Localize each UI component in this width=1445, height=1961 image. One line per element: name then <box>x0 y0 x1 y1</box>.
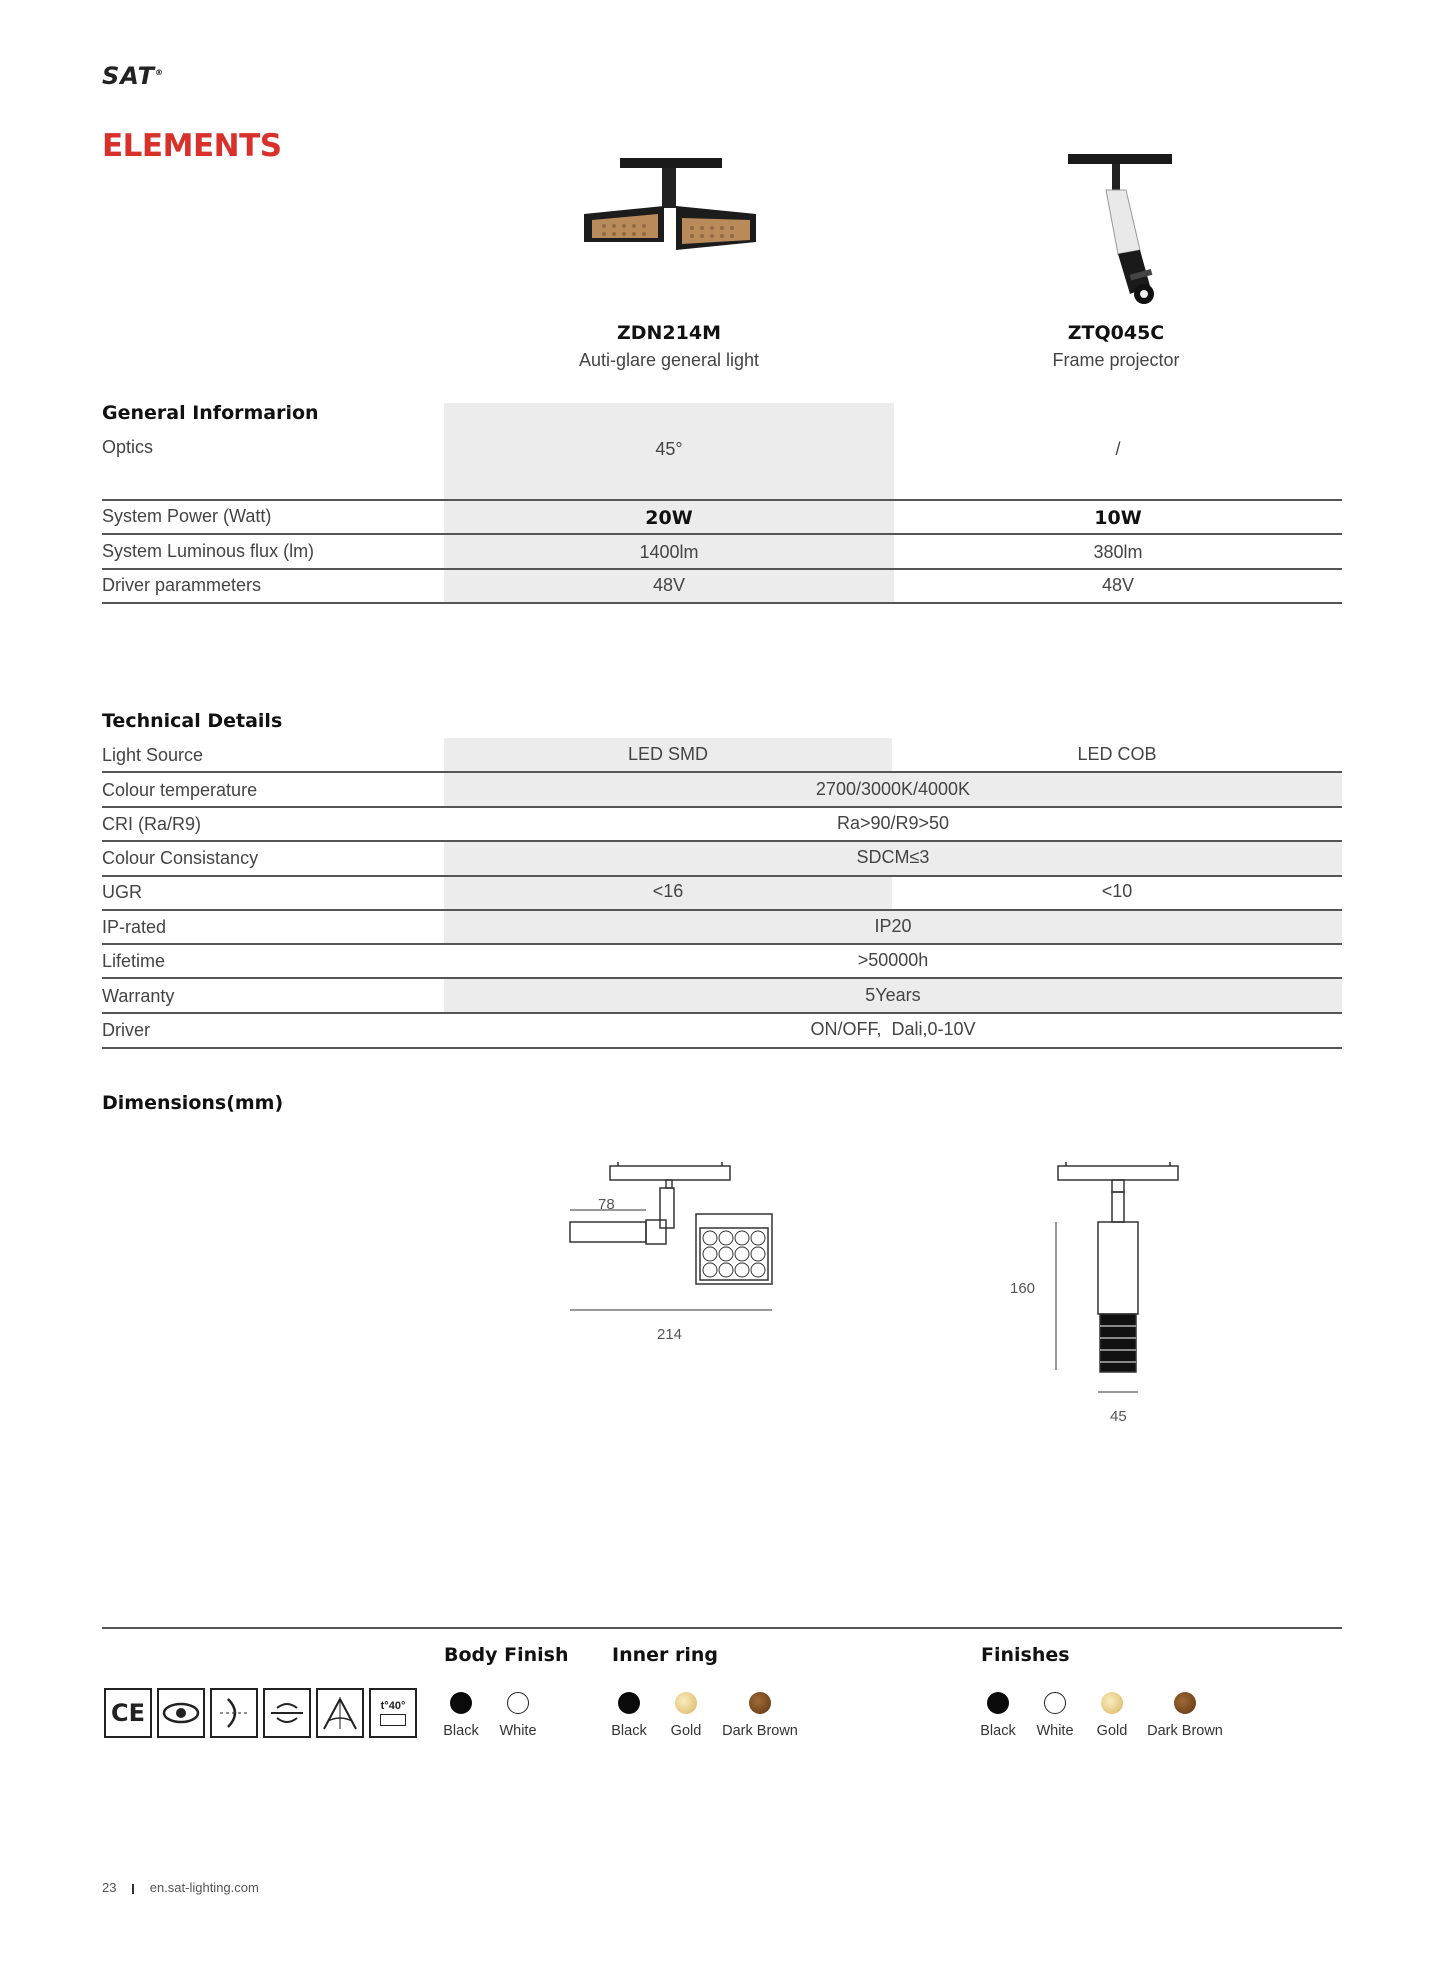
row-label-driver-params: Driver parammeters <box>102 575 262 595</box>
divider <box>102 875 1342 877</box>
swatch-fill <box>675 1692 697 1714</box>
row-label-cri: CRI (Ra/R9) <box>102 814 202 834</box>
swatch-fill <box>1174 1692 1196 1714</box>
brand-logo: SAT® <box>102 62 164 90</box>
finishes-title: Finishes <box>981 1644 1070 1666</box>
rotation-icon <box>263 1688 311 1738</box>
cell-light-source-ztq045c: LED COB <box>1077 744 1157 764</box>
cell-flux-zdn214m: 1400lm <box>639 542 699 562</box>
divider <box>102 533 1342 535</box>
swatch-white[interactable] <box>1044 1692 1066 1714</box>
body-finish-title: Body Finish <box>444 1644 569 1666</box>
cell-driver-params-ztq045c: 48V <box>1101 575 1135 595</box>
swatch-black[interactable] <box>987 1692 1009 1714</box>
row-label-ugr: UGR <box>102 882 142 902</box>
divider <box>102 840 1342 842</box>
swatch-black[interactable] <box>450 1692 472 1714</box>
divider <box>102 1047 1342 1049</box>
divider <box>102 602 1342 604</box>
product-code-ztq045c: ZTQ045C <box>1067 322 1165 344</box>
product-desc-zdn214m: Auti-glare general light <box>578 350 760 370</box>
general-info-title: General Informarion <box>102 402 319 424</box>
row-label-optics: Optics <box>102 437 154 457</box>
swatch-label: Dark Brown <box>1147 1723 1223 1739</box>
ce-mark-icon: CE <box>104 1688 152 1738</box>
dimensions-title: Dimensions(mm) <box>102 1092 284 1114</box>
divider <box>102 499 1342 501</box>
dimension-length-label: 214 <box>657 1326 683 1343</box>
inner-ring-title: Inner ring <box>612 1644 719 1666</box>
row-label-warranty: Warranty <box>102 986 175 1006</box>
divider <box>102 771 1342 773</box>
divider <box>102 977 1342 979</box>
swatch-dark-brown[interactable] <box>749 1692 771 1714</box>
column-shade-zdn214m <box>444 403 894 603</box>
cell-power-ztq045c: 10W <box>1094 507 1142 529</box>
dimension-drawing-zdn214m <box>560 1158 780 1323</box>
cell-driver: ON/OFF, Dali,0-10V <box>810 1019 976 1039</box>
swatch-fill <box>749 1692 771 1714</box>
swatch-label: Black <box>611 1723 647 1739</box>
swatch-fill <box>987 1692 1009 1714</box>
cell-colour-temp: 2700/3000K/4000K <box>815 779 971 799</box>
page-number: 23 <box>102 1880 117 1895</box>
row-label-lifetime: Lifetime <box>102 951 166 971</box>
cell-warranty: 5Years <box>865 985 921 1005</box>
divider <box>102 1012 1342 1014</box>
cell-cri: Ra>90/R9>50 <box>836 813 950 833</box>
dimension-depth-label: 78 <box>598 1196 615 1213</box>
row-label-colour-consistancy: Colour Consistancy <box>102 848 259 868</box>
swatch-fill <box>618 1692 640 1714</box>
temperature-icon: t°40° <box>369 1688 417 1738</box>
swatch-white[interactable] <box>507 1692 529 1714</box>
cell-ugr-zdn214m: <16 <box>652 881 684 901</box>
website-link[interactable]: en.sat-lighting.com <box>149 1880 259 1895</box>
swatch-label: White <box>499 1723 537 1739</box>
swatch-fill <box>450 1692 472 1714</box>
product-image-ztq045c <box>1060 150 1180 315</box>
divider <box>102 909 1342 911</box>
swatch-label: Dark Brown <box>722 1723 798 1739</box>
page-title: ELEMENTS <box>102 128 282 164</box>
cell-colour-consistancy: SDCM≤3 <box>856 847 930 867</box>
swatch-fill <box>1101 1692 1123 1714</box>
swatch-gold[interactable] <box>675 1692 697 1714</box>
swatch-dark-brown[interactable] <box>1174 1692 1196 1714</box>
divider <box>102 943 1342 945</box>
row-label-colour-temp: Colour temperature <box>102 780 258 800</box>
product-desc-ztq045c: Frame projector <box>1052 350 1180 370</box>
swatch-label: Black <box>443 1723 479 1739</box>
swatch-label: Black <box>980 1723 1016 1739</box>
footer-separator <box>132 1884 134 1894</box>
cell-driver-params-zdn214m: 48V <box>652 575 686 595</box>
cell-light-source-zdn214m: LED SMD <box>627 744 708 764</box>
row-label-light-source: Light Source <box>102 745 204 765</box>
swatch-label: Gold <box>1096 1723 1128 1739</box>
cell-optics-ztq045c: / <box>1115 439 1121 459</box>
row-label-driver: Driver <box>102 1020 150 1040</box>
divider <box>102 568 1342 570</box>
row-label-power: System Power (Watt) <box>102 506 272 526</box>
row-label-flux: System Luminous flux (lm) <box>102 541 315 561</box>
swatch-fill <box>1044 1692 1066 1714</box>
dimmable-icon <box>210 1688 258 1738</box>
cell-optics-zdn214m: 45° <box>655 439 683 459</box>
cell-ugr-ztq045c: <10 <box>1101 881 1133 901</box>
dimension-drawing-ztq045c <box>1040 1160 1200 1405</box>
dimension-height-label: 160 <box>1010 1280 1036 1297</box>
cell-ip-rated: IP20 <box>874 916 912 936</box>
dimension-width-label: 45 <box>1110 1408 1127 1425</box>
technical-details-title: Technical Details <box>102 710 283 732</box>
swatch-label: White <box>1036 1723 1074 1739</box>
beam-angle-icon <box>316 1688 364 1738</box>
cell-lifetime: >50000h <box>857 950 929 970</box>
swatch-label: Gold <box>670 1723 702 1739</box>
divider <box>102 806 1342 808</box>
swatch-gold[interactable] <box>1101 1692 1123 1714</box>
swatch-fill <box>507 1692 529 1714</box>
eye-safety-icon <box>157 1688 205 1738</box>
row-label-ip-rated: IP-rated <box>102 917 167 937</box>
cell-power-zdn214m: 20W <box>645 507 693 529</box>
finish-divider <box>102 1627 1342 1629</box>
swatch-black[interactable] <box>618 1692 640 1714</box>
page-footer <box>102 1880 259 1895</box>
cell-flux-ztq045c: 380lm <box>1093 542 1143 562</box>
product-image-zdn214m <box>578 154 764 269</box>
product-code-zdn214m: ZDN214M <box>616 322 722 344</box>
